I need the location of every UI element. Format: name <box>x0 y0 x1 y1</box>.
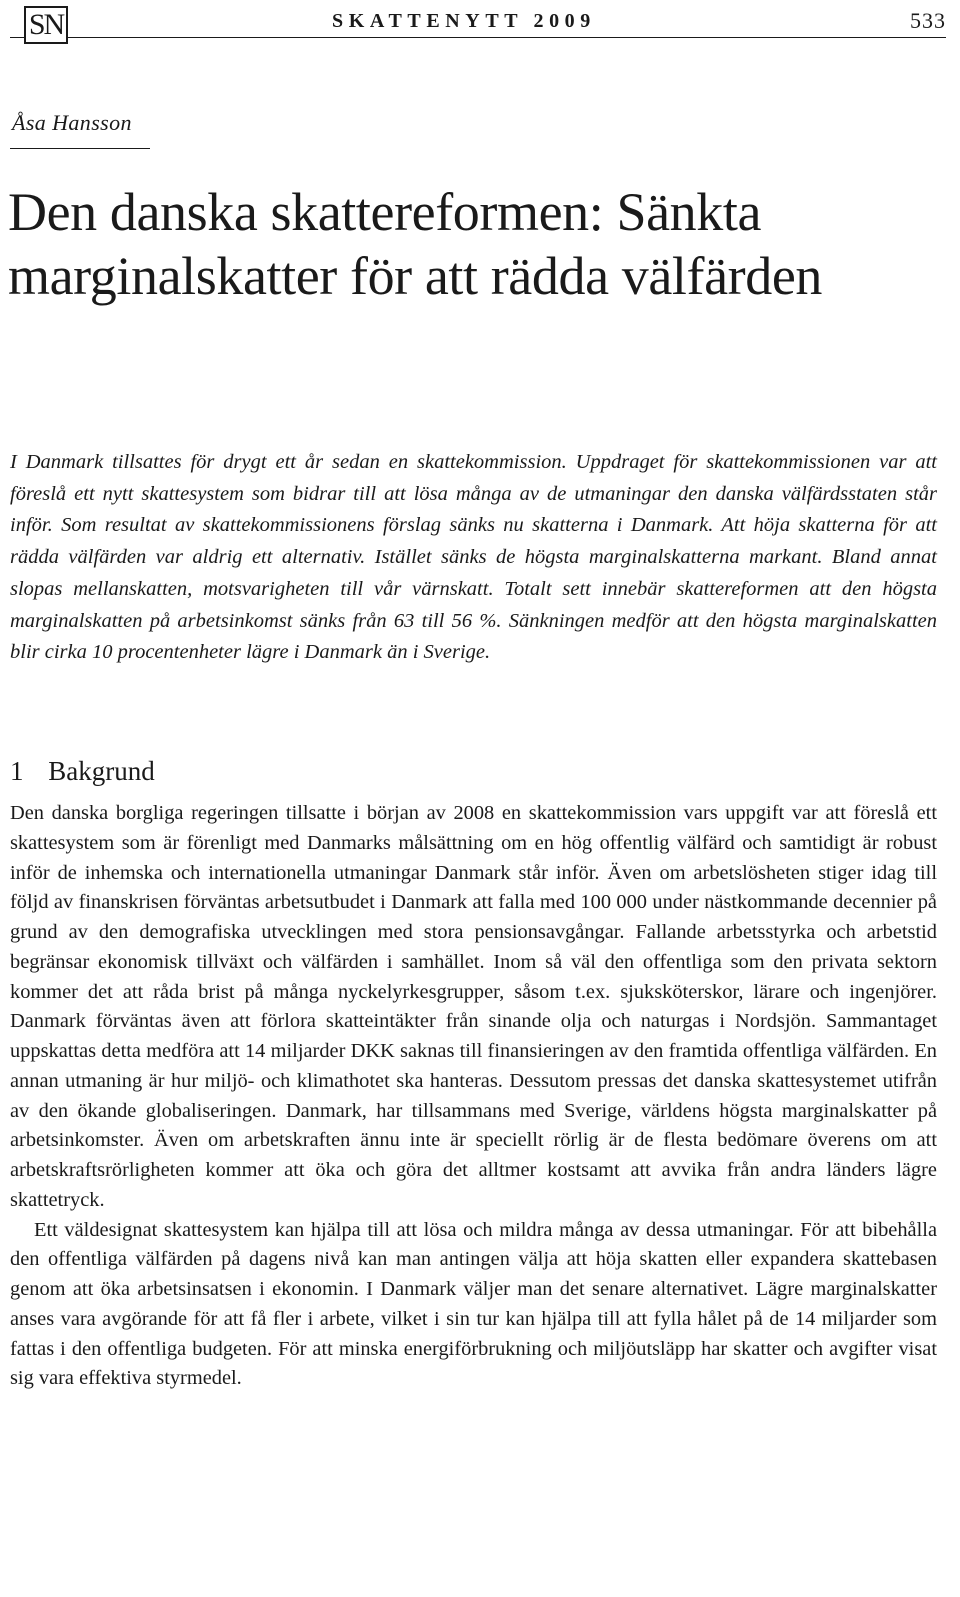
article-abstract: I Danmark tillsattes för drygt ett år sedan en skattekommission. Uppdraget för skattekommissionen var att föreslå ett nytt skattesystem som bidrar till att lösa många av de utmaningar den danska välfärdsstaten står inför. Som resultat av skattekommissionens förslag sänks nu skatterna i Danmark. Att höja skatterna för att rädda välfärden var aldrig ett alternativ. Istället sänks de högsta marginalskatterna markant. Bland annat slopas mellanskatten, motsvarigheten till vår värnskatt. Totalt sett innebär skattereformen att den högsta marginalskatten på arbetsinkomst sänks från 63 till 56 %. Sänkningen medför att den högsta marginalskatten blir cirka 10 procentenheter lägre i Danmark än i Sverige. <box>10 451 937 664</box>
section-heading <box>10 756 155 787</box>
section-title: Bakgrund <box>48 756 155 786</box>
section-body <box>10 799 937 1394</box>
author-name: Åsa Hansson <box>12 110 132 135</box>
body-paragraph: Ett väldesignat skattesystem kan hjälpa till att lösa och mildra många av dessa utmaningar. För att bibehålla den offentliga välfärden på dagens nivå kan man antingen välja att höja skatten eller expandera skattebasen genom att öka arbetsinsatsen i ekonomin. I Danmark väljer man det senare alternativet. Lägre marginalskatter anses vara avgörande för att få fler i arbete, vilket i sin tur kan hjälpa till att fylla hålet på de 14 miljarder som fattas i den offentliga budgeten. För att minska energiförbrukning och miljöutsläpp har skatter och avgifter visat sig vara effektiva styrmedel. <box>10 1218 937 1390</box>
header-rule <box>10 37 24 38</box>
journal-logo: SN <box>24 6 68 44</box>
journal-name: SKATTENYTT 2009 <box>332 10 596 32</box>
page-number: 533 <box>910 8 946 33</box>
body-paragraph: Den danska borgliga regeringen tillsatte i början av 2008 en skattekommission vars uppgift var att föreslå ett skattesystem som är förenligt med Danmarks målsättning om en hög offentlig välfärd och samtidigt är robust inför de inhemska och internationella utmaningar Danmark står inför. Även om arbetslösheten stiger idag till följd av finanskrisen förväntas arbetsutbudet i Danmark att falla med 100 000 under nästkommande decennier på grund av den demografiska utvecklingen med stora pensionsavgångar. Fallande arbetsstyrka och arbetstid begränsar ekonomisk tillväxt och välfärden i samhället. Inom så väl den offentliga som den privata sektorn kommer det att råda brist på många nyckelyrkesgrupper, såsom t.ex. sjuksköterskor, lärare och ingenjörer. Danmark förväntas även att förlora skatteintäkter från sinande olja och naturgas i Nordsjön. Sammantaget uppskattas detta medföra att 14 miljarder DKK saknas till finansieringen av den framtida offentliga välfärden. En annan utmaning är hur miljö- och klimathotet ska hanteras. Dessutom pressas det danska skattesystemet utifrån av den ökande globaliseringen. Danmark, har tillsammans med Sverige, världens högsta marginalskatter på arbetsinkomster. Även om arbetskraften ännu inte är speciellt rörlig är de flesta bedömare överens om att arbetskraftsrörligheten kommer att öka och göra det alltmer kostsamt att avvika från andra länders lägre skattetryck. <box>10 802 937 1211</box>
section-number: 1 <box>10 756 24 786</box>
author-rule <box>10 148 150 149</box>
page-header <box>10 6 946 46</box>
header-rule <box>68 37 946 38</box>
article-title: Den danska skattereformen: Sänkta marginalskatter för att rädda välfärden <box>8 182 823 306</box>
